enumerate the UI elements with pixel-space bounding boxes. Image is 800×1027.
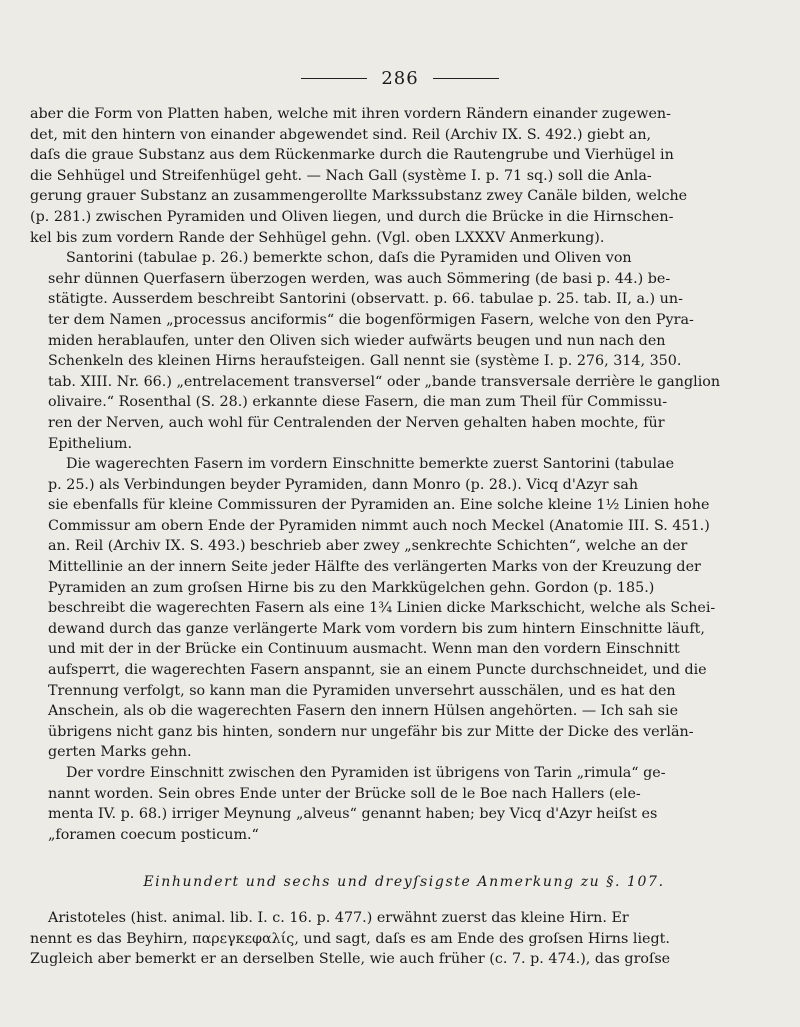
text-line: Der vordre Einschnitt zwischen den Pyramiden ist übrigens von Tarin „rimula“ ge- (66, 765, 666, 781)
text-line: gerung grauer Substanz an zusammengerollte Markssubstanz zwey Canäle bilden, welche (30, 188, 688, 205)
text-line: und mit der in der Brücke ein Continuum ausmacht. Wenn man den vordern Einschnitt (48, 641, 680, 658)
page-header (0, 66, 800, 90)
text-line: nannt worden. Sein obres Ende unter der Brücke soll de le Boe nach Hallers (ele- (48, 785, 641, 802)
paragraph-2 (30, 248, 778, 454)
text-line: sie ebenfalls für kleine Commissuren der Pyramiden an. Eine solche kleine 1½ Linien hohe (48, 497, 710, 514)
text-line: die Sehhügel und Streifenhügel geht. — Nach Gall (système I. p. 71 sq.) soll die Anla- (30, 167, 652, 184)
text-line: beschreibt die wagerechten Fasern als eine 1¾ Linien dicke Markschicht, welche als Schei- (48, 600, 716, 617)
text-line: aber die Form von Platten haben, welche mit ihren vordern Rändern einander zugewen- (30, 106, 671, 122)
body-text (30, 104, 778, 845)
text-line: Epithelium. (48, 435, 133, 452)
header-rule-right (433, 78, 499, 79)
text-line: sehr dünnen Querfasern überzogen werden, was auch Sömmering (de basi p. 44.) be- (48, 270, 671, 287)
text-line: ren der Nerven, auch wohl für Centralenden der Nerven gehalten haben mochte, für (48, 414, 665, 431)
paragraph-4 (30, 763, 778, 845)
text-line: olivaire.“ Rosenthal (S. 28.) erkannte diese Fasern, die man zum Theil für Commissu- (48, 394, 668, 411)
text-line: menta IV. p. 68.) irriger Meynung „alveus“ genannt haben; bey Vicq d'Azyr heiſst es (48, 806, 658, 823)
text-line: Anschein, als ob die wagerechten Fasern den innern Hülsen angehörten. — Ich sah sie (48, 703, 679, 720)
text-line: an. Reil (Archiv IX. S. 493.) beschrieb aber zwey „senkrechte Schichten“, welche an der (48, 538, 688, 555)
text-line: Mittellinie an der innern Seite jeder Hälfte des verlängerten Marks von der Kreuzung der (48, 559, 701, 576)
text-line: det, mit den hintern von einander abgewendet sind. Reil (Archiv IX. S. 492.) giebt an, (30, 126, 652, 143)
text-line: Die wagerechten Fasern im vordern Einschnitte bemerkte zuerst Santorini (tabulae (66, 456, 675, 473)
text-line: p. 25.) als Verbindungen beyder Pyramiden, dann Monro (p. 28.). Vicq d'Azyr sah (48, 476, 639, 493)
text-line: gerten Marks gehn. (48, 744, 192, 761)
text-line: Santorini (tabulae p. 26.) bemerkte schon, daſs die Pyramiden und Oliven von (66, 250, 632, 267)
new-section-text (30, 908, 778, 970)
page-number: 286 (381, 67, 419, 89)
paragraph-3 (30, 454, 778, 763)
text-line: „foramen coecum posticum.“ (48, 826, 259, 843)
text-line: Zugleich aber bemerkt er an derselben Stelle, wie auch früher (c. 7. p. 474.), das groſse (30, 951, 671, 968)
text-line: stätigte. Ausserdem beschreibt Santorini (observatt. p. 66. tabulae p. 25. tab. II, a.) un- (48, 291, 683, 308)
text-line: Trennung verfolgt, so kann man die Pyramiden unversehrt ausschälen, und es hat den (48, 682, 676, 699)
text-line: dewand durch das ganze verlängerte Mark vom vordern bis zum hintern Einschnitte läuft, (48, 620, 705, 637)
text-line: Commissur am obern Ende der Pyramiden nimmt auch noch Meckel (Anatomie III. S. 451.) (48, 517, 710, 534)
text-line: aufsperrt, die wagerechten Fasern anspannt, sie an einem Puncte durchschneidet, und die (48, 662, 707, 679)
text-line: Aristoteles (hist. animal. lib. I. c. 16. p. 477.) erwähnt zuerst das kleine Hirn. Er (48, 910, 629, 926)
text-line: übrigens nicht ganz bis hinten, sondern nur ungefähr bis zur Mitte der Dicke des verlän- (48, 723, 694, 740)
text-line: Pyramiden an zum groſsen Hirne bis zu den Markkügelchen gehn. Gordon (p. 185.) (48, 579, 655, 596)
header-rule-left (301, 78, 367, 79)
text-line: kel bis zum vordern Rande der Sehhügel gehn. (Vgl. oben LXXXV Anmerkung). (30, 229, 605, 246)
text-line: nennt es das Beyhirn, παρεγκεφαλίς, und sagt, daſs es am Ende des groſsen Hirns liegt. (30, 930, 670, 947)
text-line: Schenkeln des kleinen Hirns heraufsteigen. Gall nennt sie (système I. p. 276, 314, 350. (48, 353, 682, 370)
text-line: daſs die graue Substanz aus dem Rückenmarke durch die Rautengrube und Vierhügel in (30, 147, 674, 164)
section-heading: Einhundert und sechs und dreyſsigste Anmerkung zu §. 107. (143, 874, 665, 890)
text-line: ter dem Namen „processus anciformis“ die bogenförmigen Fasern, welche von den Pyra- (48, 311, 694, 328)
paragraph-1 (30, 104, 778, 248)
text-line: (p. 281.) zwischen Pyramiden und Oliven liegen, und durch die Brücke in die Hirnschen- (30, 208, 674, 225)
text-line: miden herablaufen, unter den Oliven sich wieder aufwärts beugen und nun nach den (48, 332, 666, 349)
text-line: tab. XIII. Nr. 66.) „entrelacement transversel“ oder „bande transversale derrière le ganglion (48, 373, 721, 390)
